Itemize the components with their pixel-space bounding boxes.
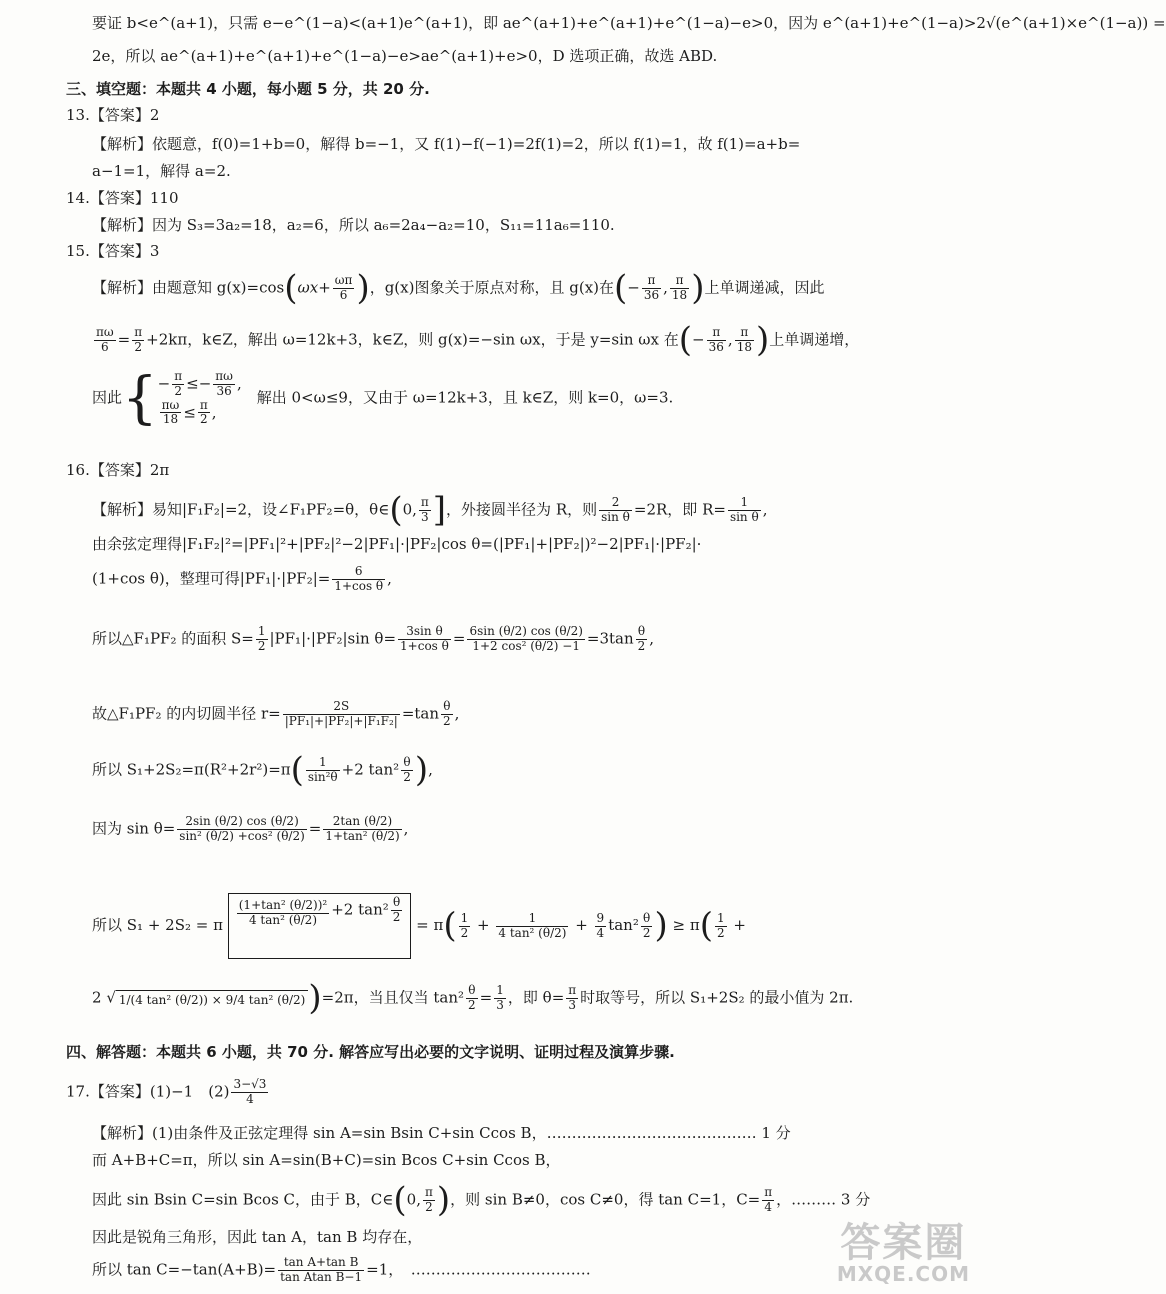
q17-solution-line-4: 因此是锐角三角形，因此 tan A，tan B 均存在， <box>92 1228 423 1246</box>
q16-solution-line-4: 所以△F₁PF₂ 的面积 S= $\frac{1}{2}$ |PF₁|·|PF₂|sin θ= $\frac{\text{3sin θ}}{\text{1+cos θ}}$ = $\frac{6\sin (\theta/2) \cos (\theta/2)}{\text{1+2 cos² (θ/2) −1}}$ =3tan $\frac{\theta}{2}$ , <box>92 624 655 653</box>
q17-solution-line-2: 而 A+B+C=π，所以 sin A=sin(B+C)=sin Bcos C+sin Ccos B， <box>92 1151 561 1169</box>
watermark-text-bottom: MXQE.COM <box>836 1262 970 1286</box>
q14-solution: 【解析】因为 S₃=3a₂=18，a₂=6，所以 a₆=2a₄−a₂=10，S₁₁=11a₆=110. <box>92 216 615 234</box>
q15-solution-line-2: $\frac{\pi\omega}{6}$ = $\frac{\pi}{2}$ +2kπ，k∈Z，解出 ω=12k+3，k∈Z，则 g(x)=−sin ωx，于是 y=sin ωx 在(− $\frac{\pi}{36}$ , $\frac{\pi}{18}$ )上单调递增， <box>96 320 860 360</box>
q16-solution-line-2: 由余弦定理得|F₁F₂|²=|PF₁|²+|PF₂|²−2|PF₁|·|PF₂|cos θ=(|PF₁|+|PF₂|)²−2|PF₁|·|PF₂|· <box>92 535 702 553</box>
intro-line-2: 2e，所以 ae^(a+1)+e^(a+1)+e^(1−a)−e>ae^(a+1)+e>0，D 选项正确，故选 ABD. <box>92 47 718 65</box>
intro-line-1: 要证 b<e^(a+1)，只需 e−e^(1−a)<(a+1)e^(a+1)，即 ae^(a+1)+e^(a+1)+e^(1−a)−e>0，因为 e^(a+1)+e^(1−a)>2√(e^(a+1)×e^(1−a)) = <box>92 14 1166 32</box>
section-4-heading: 四、解答题：本题共 6 小题，共 70 分. 解答应写出必要的文字说明、证明过程及演算步骤. <box>66 1043 675 1061</box>
q16-solution-line-9: 2 √ 1/(4 tan² (θ/2)) × 9/4 tan² (θ/2))=2π，当且仅当 tan² $\frac{\theta}{2}$ = $\frac{1}{3}$ ，即 θ= $\frac{\pi}{3}$ 时取等号，所以 S₁+2S₂ 的最小值为 2π. <box>92 978 854 1018</box>
q16-solution-line-6: 所以 S₁+2S₂=π(R²+2r²)=π( $\frac{1}{\text{sin²θ}}$ +2 tan² $\frac{\theta}{2}$ ), <box>92 750 433 790</box>
q14-answer: 14.【答案】110 <box>66 189 179 207</box>
q16-solution-line-3: (1+cos θ)，整理可得|PF₁|·|PF₂|= $\frac{6}{\text{1+cos θ}}$ , <box>92 564 392 593</box>
q16-solution-line-5: 故△F₁PF₂ 的内切圆半径 r= $\frac{2S}{\text{|PF₁|+|PF₂|+|F₁F₂|}}$ =tan $\frac{\theta}{2}$ , <box>92 699 460 728</box>
section-3-heading: 三、填空题：本题共 4 小题，每小题 5 分，共 20 分. <box>66 80 430 98</box>
q15-solution-line-1: 【解析】由题意知 g(x)=cos(ωx+ $\frac{\omega\pi}{6}$ )，g(x)图象关于原点对称，且 g(x)在(− $\frac{\pi}{36}$ , $\frac{\pi}{18}$ )上单调递减，因此 <box>92 268 825 308</box>
q17-solution-line-5: 所以 tan C=−tan(A+B)= $\frac{\text{tan A+tan B}}{\text{tan Atan B−1}}$ =1， ……………………………… <box>92 1255 591 1284</box>
watermark-logo <box>837 1211 970 1286</box>
q16-solution-line-8: 所以 S₁ + 2S₂ = π $\frac{\text{(1+tan² (θ/2))²}}{\text{4 tan² (θ/2)}}$ +2 tan² $\frac{\theta}{2}$ = π( $\frac{1}{2}$ + $\frac{1}{\text{4 tan² (θ/2)}}$ + $\frac{9}{4}$ tan² $\frac{\theta}{2}$ ) ≥ π( $\frac{1}{2}$ + <box>92 893 746 959</box>
q15-answer: 15.【答案】3 <box>66 242 160 260</box>
q17-solution-line-1: 【解析】(1)由条件及正弦定理得 sin A=sin Bsin C+sin Ccos B，…………………………………… 1 分 <box>92 1124 791 1142</box>
q13-answer: 13.【答案】2 <box>66 106 160 124</box>
q17-solution-line-3: 因此 sin Bsin C=sin Bcos C，由于 B，C∈(0, $\frac{\pi}{2}$ )，则 sin B≠0，cos C≠0，得 tan C=1，C= $\frac{\pi}{4}$ ，……… 3 分 <box>92 1180 871 1220</box>
q13-solution-line-2: a−1=1，解得 a=2. <box>92 162 231 180</box>
q17-answer: 17.【答案】(1)−1 (2) $\frac{3-√3}{4}$ <box>66 1077 267 1106</box>
watermark-text-top: 答案圈 <box>840 1220 967 1266</box>
q16-solution-line-1: 【解析】易知|F₁F₂|=2，设∠F₁PF₂=θ，θ∈(0, $\frac{\pi}{3}$ ]，外接圆半径为 R，则 $\frac{2}{\text{sin θ}}$ =2R，即 R= $\frac{1}{\text{sin θ}}$ , <box>92 490 768 530</box>
q16-solution-line-7: 因为 sin θ= $\frac{2\sin (\theta/2) \cos (\theta/2)}{\text{sin² (θ/2) +cos² (θ/2)}}$ = $\frac{2\tan (\theta/2)}{\text{1+tan² (θ/2)}}$ , <box>92 814 409 843</box>
q16-answer: 16.【答案】2π <box>66 461 170 479</box>
q13-solution-line-1: 【解析】依题意，f(0)=1+b=0，解得 b=−1，又 f(1)−f(−1)=2f(1)=2，所以 f(1)=1，故 f(1)=a+b= <box>92 135 801 153</box>
q15-solution-line-3: 因此{ − $\frac{\pi}{2}$ ≤− $\frac{\pi\omega}{36}$ , $\frac{\pi\omega}{18}$ ≤ $\frac{\pi}{2}$ , 解出 0<ω≤9，又由于 ω=12k+3，且 k∈Z，则 k=0，ω=3. <box>92 366 674 431</box>
